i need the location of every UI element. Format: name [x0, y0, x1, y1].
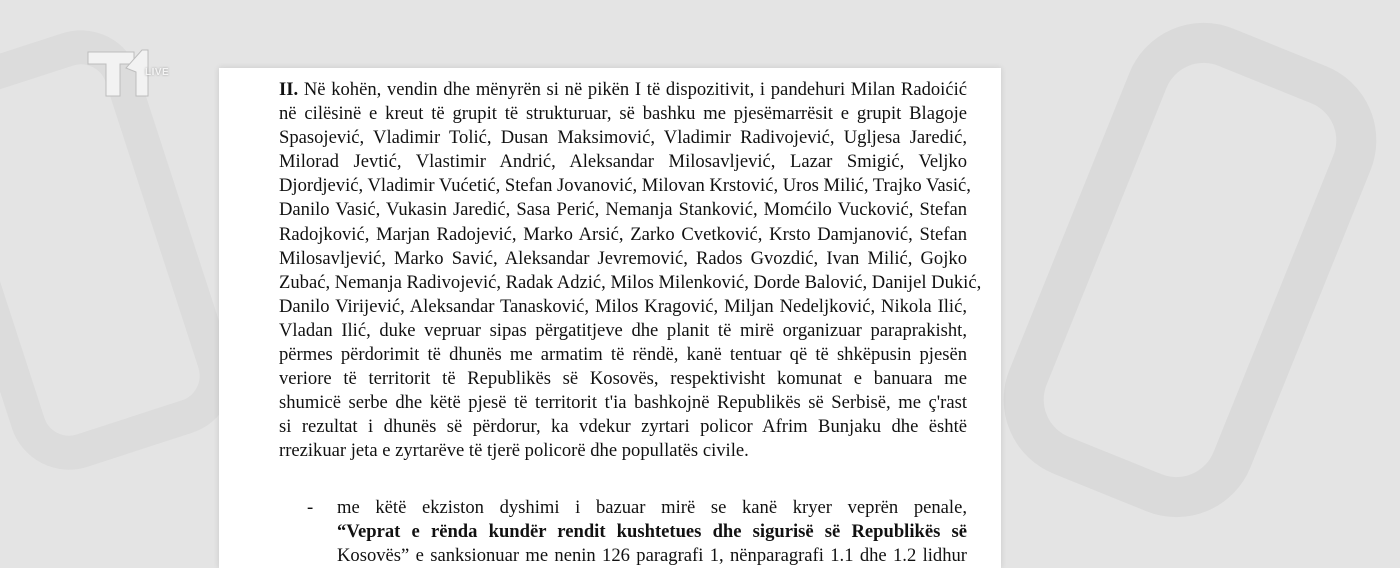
live-label: LIVE: [145, 67, 170, 78]
paragraph-line: veriore të territorit të Republikës së Kosovës, respektivisht komunat e banuara me: [279, 368, 967, 390]
bullet-line-bold: “Veprat e rënda kundër rendit kushtetues dhe sigurisë së Republikës së: [337, 521, 967, 543]
paragraph-line: në cilësinë e kreut të grupit të strukturuar, së bashku me pjesëmarrësit e grupit Blagoje: [279, 103, 967, 125]
paragraph-line: shumicë serbe dhe këtë pjesë të territorit t'ia bashkojnë Republikës së Serbisë, me ç'rast: [279, 392, 967, 414]
section-number: II.: [279, 79, 299, 100]
bullet-dash: -: [307, 497, 314, 518]
paragraph-line: Vladan Ilić, duke vepruar sipas përgatitjeve dhe planit të mirë organizuar paraprakisht,: [279, 319, 967, 341]
paragraph-line: Milosavljević, Marko Savić, Aleksandar Jevremović, Rados Gvozdić, Ivan Milić, Gojko: [279, 247, 967, 269]
paragraph-line: Danilo Virijević, Aleksandar Tanasković, Milos Kragović, Miljan Nedeljković, Nikola Ilić,: [279, 295, 967, 317]
paragraph-line: Spasojević, Vladimir Tolić, Dusan Maksimović, Vladimir Radivojević, Ugljesa Jaredić,: [279, 127, 967, 149]
paragraph-line: rrezikuar jeta e zyrtarëve të tjerë policorë dhe popullatës civile.: [279, 440, 749, 462]
bullet-line: me këtë ekziston dyshimi i bazuar mirë se kanë kryer veprën penale,: [337, 497, 967, 518]
paragraph-line: Danilo Vasić, Vukasin Jaredić, Sasa Perić, Nemanja Stanković, Momćilo Vucković, Stefan: [279, 199, 967, 221]
paragraph-line: Zubać, Nemanja Radivojević, Radak Adzić, Milos Milenković, Dorde Balović, Danijel Dukić,: [279, 271, 982, 293]
bullet-text: [337, 496, 967, 567]
paragraph-line: përmes përdorimit të dhunës me armatim të rëndë, kanë tentuar që të shkëpusin pjesën: [279, 344, 967, 366]
bullet-line-cut: Kosovës” e sanksionuar me nenin 126 paragrafi 1, nënparagrafi 1.1 dhe 1.2 lidhur: [337, 545, 967, 567]
paragraph-line: II. Në kohën, vendin dhe mënyrën si në pikën I të dispozitivit, i pandehuri Milan Radoićić: [279, 79, 967, 100]
paragraph-line: Radojković, Marjan Radojević, Marko Arsić, Zarko Cvetković, Krsto Damjanović, Stefan: [279, 223, 967, 245]
paragraph-line: si rezultat i dhunës së përdorur, ka vdekur zyrtari policor Afrim Bunjaku dhe është: [279, 416, 967, 438]
paragraph-line: Milorad Jevtić, Vlastimir Andrić, Aleksandar Milosavljević, Lazar Smigić, Veljko: [279, 151, 967, 173]
document-page: [219, 68, 1001, 568]
background-watermark-right: [980, 0, 1400, 541]
paragraph-line: Djordjević, Vladimir Vućetić, Stefan Jovanović, Milovan Krstović, Uros Milić, Trajko Vasić,: [279, 175, 971, 197]
paragraph-ii: [279, 78, 982, 464]
